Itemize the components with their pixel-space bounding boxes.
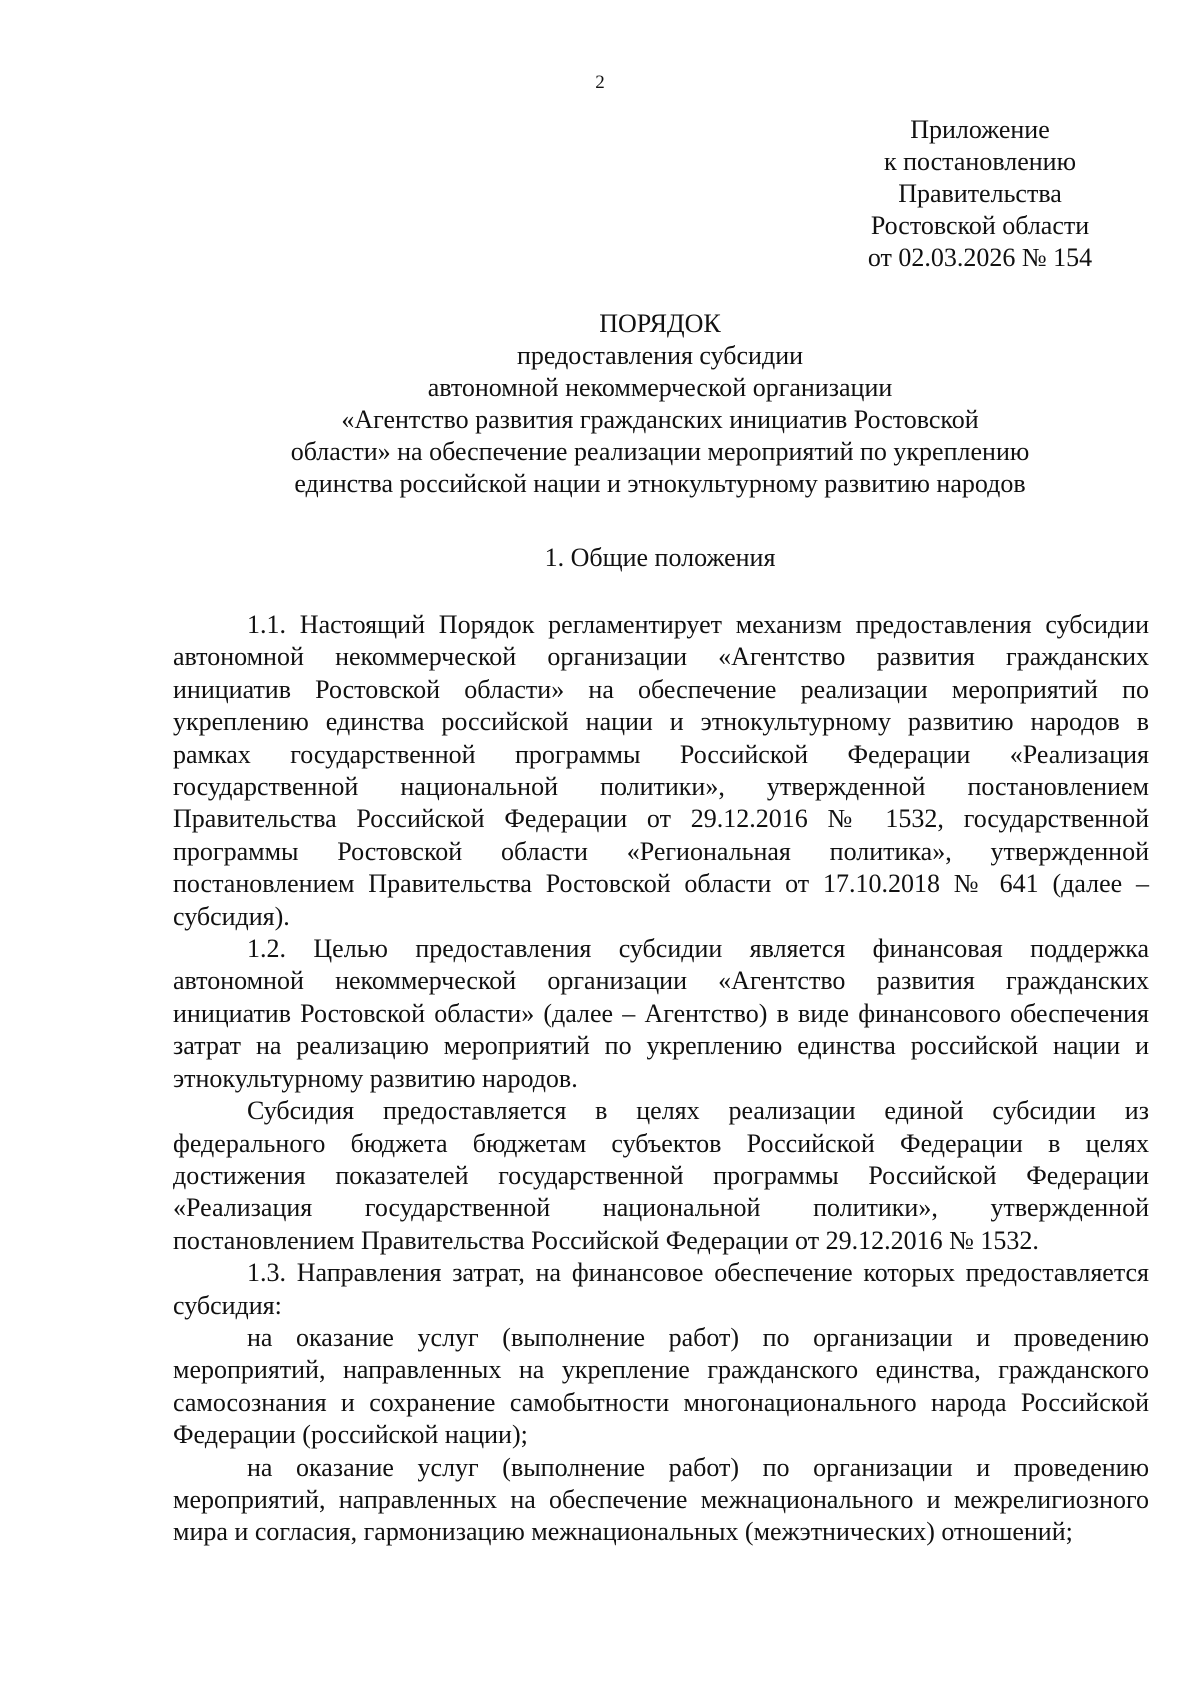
paragraph-1-1: 1.1. Настоящий Порядок регламентирует механизм предоставления субсидии автономной некоммерческой организации «Агентство развития гражданских инициатив Ростовской области» на обеспечение реализации мероприятий по укреплению единства российской нации и этнокультурному развитию народов в рамках государственной программы Российской Федерации «Реализация государственной национальной политики», утвержденной постановлением Правительства Российской Федерации от 29.12.2016 № 1532, государственной программы Ростовской области «Региональная политика», утвержденной постановлением Правительства Ростовской области от 17.10.2018 № 641 (далее – субсидия). <box>173 610 1149 931</box>
paragraph-1-2: 1.2. Целью предоставления субсидии является финансовая поддержка автономной некоммерческой организации «Агентство развития гражданских инициатив Ростовской области» (далее – Агентство) в виде финансового обеспечения затрат на реализацию мероприятий по укреплению единства российской нации и этнокультурному развитию народов. <box>173 934 1149 1093</box>
title-line: единства российской нации и этнокультурному развитию народов <box>294 469 1026 498</box>
appendix-line: Правительства <box>898 179 1062 208</box>
appendix-line: к постановлению <box>883 147 1077 176</box>
paragraph-direction-1: на оказание услуг (выполнение работ) по организации и проведению мероприятий, направленных на укрепление гражданского единства, гражданского самосознания и сохранение самобытности многонационального народа Российской Федерации (российской нации); <box>173 1322 1149 1450</box>
paragraph-subsidy-purpose: Субсидия предоставляется в целях реализации единой субсидии из федерального бюджета бюджетам субъектов Российской Федерации в целях достижения показателей государственной программы Российской Федерации «Реализация государственной национальной политики», утвержденной постановлением Правительства Российской Федерации от 29.12.2016 № 1532. <box>173 1096 1149 1255</box>
title-line: автономной некоммерческой организации <box>427 373 893 402</box>
paragraph-direction-2: на оказание услуг (выполнение работ) по организации и проведению мероприятий, направленных на обеспечение межнационального и межрелигиозного мира и согласия, гармонизацию межнациональных (межэтнических) отношений; <box>173 1452 1149 1547</box>
title-heading: ПОРЯДОК <box>599 309 721 338</box>
appendix-line: от 02.03.2026 № 154 <box>867 243 1093 272</box>
appendix-line: Ростовской области <box>870 211 1090 240</box>
page-number: 2 <box>595 72 605 93</box>
title-line: области» на обеспечение реализации мероприятий по укреплению <box>290 437 1030 466</box>
title-line: предоставления субсидии <box>516 341 804 370</box>
appendix-block <box>810 114 1150 274</box>
section-body <box>173 609 1149 1549</box>
section-heading: 1. Общие положения <box>544 543 776 572</box>
title-line: «Агентство развития гражданских инициатив Ростовской <box>341 405 979 434</box>
document-title <box>170 308 1150 500</box>
appendix-line: Приложение <box>910 115 1050 144</box>
paragraph-1-3: 1.3. Направления затрат, на финансовое обеспечение которых предоставляется субсидия: <box>173 1258 1149 1320</box>
